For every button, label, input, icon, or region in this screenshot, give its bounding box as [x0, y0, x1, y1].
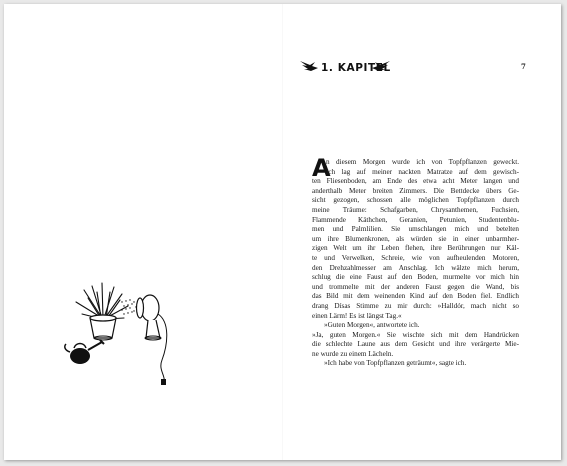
text-line: Flammende Käthchen, Geranien, Petunien, Studentenblu-	[312, 215, 519, 224]
page-number: 7	[521, 62, 526, 71]
text-line: um ihre Blumenkronen, als würden sie in einer unbarmher-	[312, 234, 519, 243]
text-line: und trommelte mit der anderen Faust gegen die Wand, bis	[312, 282, 519, 291]
text-line: »Ich habe von Topfpflanzen geträumt«, sagte ich.	[324, 359, 467, 368]
text-line: einen Lärm! Es ist längst Tag.«	[312, 311, 402, 320]
text-line: sicht gezogen, schossen alle möglichen Topfpflanzen durch	[312, 196, 519, 205]
text-line: anderthalb Meter breiten Zimmers. Die Bettdecke übers Ge-	[312, 186, 519, 195]
text-line: »Ja, guten Morgen.« Sie wischte sich mit dem Handrücken	[312, 330, 519, 339]
text-line: men und Palmlilien. Sie umschlangen mich und betelten	[312, 225, 519, 234]
text-line: »Guten Morgen«, antwortete ich.	[324, 321, 420, 330]
text-line: ne wurde zu einem Lächeln.	[312, 349, 394, 358]
book-gutter	[282, 4, 283, 460]
text-line: die schlechte Laune aus dem Gesicht und ihre verärgerte Mie-	[312, 340, 519, 349]
chapter-body-text	[312, 154, 519, 369]
text-line: meine Träume: Schafgarben, Chrysanthemen, Fuchsien,	[312, 205, 519, 214]
text-line: Ich lag auf meiner nackten Matratze auf dem gewisch-	[326, 167, 519, 176]
text-line: schlug die eine Faust auf den Boden, murmelte vor mich hin	[312, 273, 519, 282]
houseplant-illustration-icon	[62, 278, 172, 388]
swallow-left-icon	[298, 58, 320, 76]
text-line: zigen Welt um ihr Leben flehen, ihre Berührungen nur Käl-	[312, 244, 519, 253]
chapter-title: 1. KAPITEL	[321, 62, 391, 74]
text-line: te und Verwelken, Schreie, wie von aufheulenden Motoren,	[312, 253, 519, 262]
text-line: das Bild mit dem weinenden Kind auf den Boden fiel. Endlich	[312, 292, 519, 301]
text-line: n diesem Morgen wurde ich von Topfpflanzen geweckt.	[326, 158, 519, 166]
text-line: drang Dísas Stimme zu mir durch: »Halldór, mach nicht so	[312, 301, 519, 310]
text-line: ten Fliesenboden, am Ende des etwa acht Meter langen und	[312, 177, 519, 186]
text-line: den Drehzahlmesser am Anschlag. Ich wälzte mich herum,	[312, 263, 519, 272]
drop-cap: A	[312, 154, 331, 182]
